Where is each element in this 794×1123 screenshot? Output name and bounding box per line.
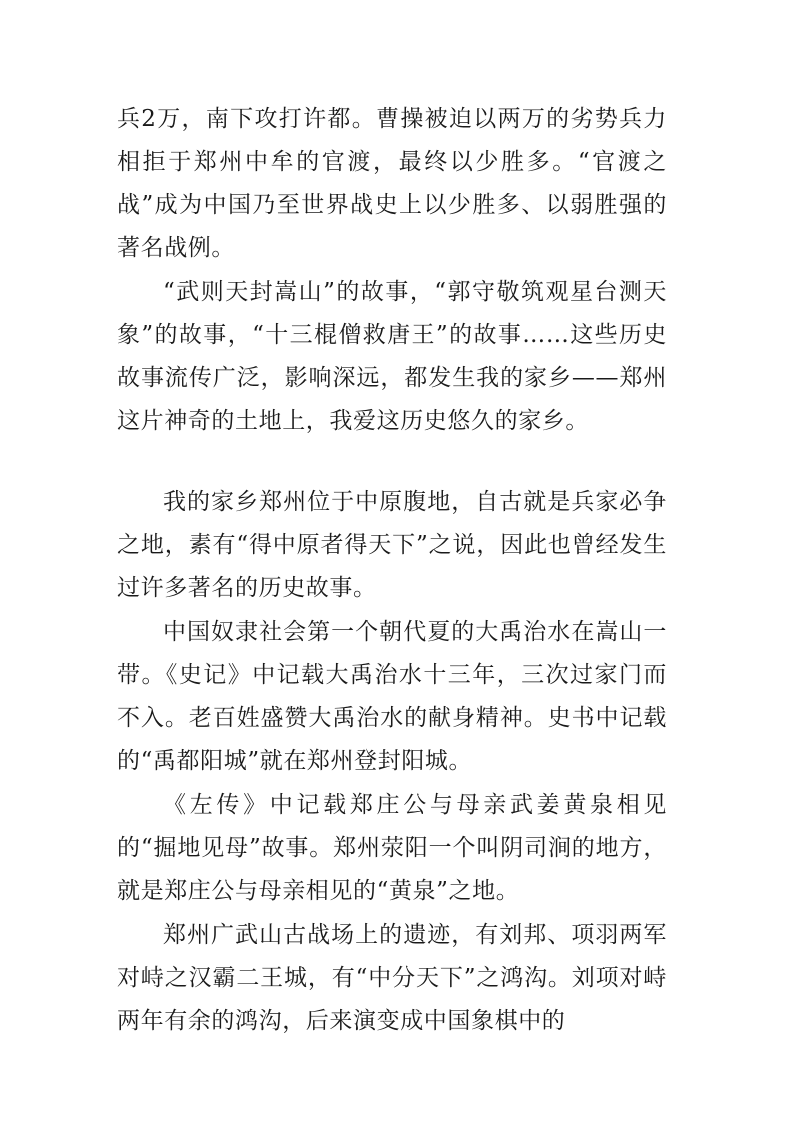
paragraph-zuozhuan: 《左传》中记载郑庄公与母亲武姜黄泉相见的“掘地见母”故事。郑州荥阳一个叫阴司涧的地方，就是郑庄公与母亲相见的“黄泉”之地。: [117, 792, 667, 904]
top-text-section: [117, 98, 667, 444]
paragraph-historical-stories: “武则天封嵩山”的故事，“郭守敬筑观星台测天象”的故事，“十三棍僧救唐王”的故事……这些历史故事流传广泛，影响深远，都发生我的家乡——郑州这片神奇的土地上，我爱这历史悠久的家乡。: [117, 279, 667, 434]
paragraph-guandu-continued: 兵2万，南下攻打许都。曹操被迫以两万的劣势兵力相拒于郑州中牟的官渡，最终以少胜多。“官渡之战”成为中国乃至世界战史上以少胜多、以弱胜强的著名战例。: [117, 106, 667, 261]
bottom-text-section: [117, 481, 667, 1044]
paragraph-guangwu: 郑州广武山古战场上的遗迹，有刘邦、项羽两军对峙之汉霸二王城，有“中分天下”之鸿沟。刘项对峙两年有余的鸿沟，后来演变成中国象棋中的: [117, 922, 667, 1034]
paragraph-dayu: 中国奴隶社会第一个朝代夏的大禹治水在嵩山一带。《史记》中记载大禹治水十三年，三次过家门而不入。老百姓盛赞大禹治水的献身精神。史书中记载的“禹都阳城”就在郑州登封阳城。: [117, 619, 667, 774]
paragraph-intro-zhengzhou: 我的家乡郑州位于中原腹地，自古就是兵家必争之地，素有“得中原者得天下”之说，因此也曾经发生过许多著名的历史故事。: [117, 489, 667, 601]
